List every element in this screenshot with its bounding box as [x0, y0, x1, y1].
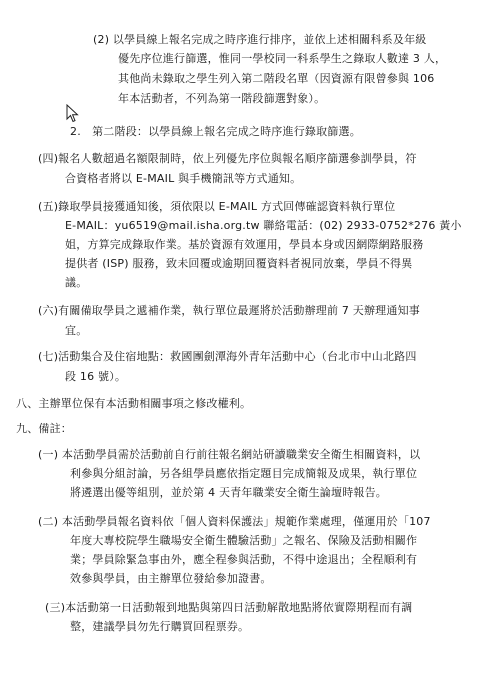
text-line: 效參與學員，由主辦單位發給參加證書。	[70, 572, 272, 585]
text-line: 業；學員除緊急事由外，應全程參與活動，不得中途退出；全程順利有	[70, 553, 418, 566]
text-line: (2) 以學員線上報名完成之時序進行排序，並依上述相關科系及年級	[93, 33, 427, 46]
text-line: (二) 本活動學員報名資料依「個人資料保護法」規範作業處理，僅運用於「107	[38, 515, 431, 528]
text-line: (五)錄取學員接獲通知後，須依限以 E-MAIL 方式回傳確認資料執行單位	[38, 200, 396, 213]
text-line: (四)報名人數超過名額限制時，依上列優先序位與報名順序篩選參訓學員，符	[38, 152, 417, 165]
text-line: 優先序位進行篩選，惟同一學校同一科系學生之錄取人數達 3 人，	[118, 52, 447, 65]
text-line: 整，建議學員勿先行購買回程票券。	[70, 620, 250, 633]
text-line: 宜。	[65, 324, 88, 337]
mouse-cursor-icon	[66, 104, 80, 124]
text-line: 2. 第二階段：以學員線上報名完成之時序進行錄取篩選。	[70, 125, 361, 138]
text-line: 八、主辦單位保有本活動相關事項之修改權利。	[16, 397, 252, 410]
text-line: 姐，方算完成錄取作業。基於資源有效運用，學員本身或因網際網路服務	[65, 238, 424, 251]
text-line: (一) 本活動學員需於活動前自行前往報名網站研讀職業安全衛生相關資料，以	[38, 448, 421, 461]
text-line: 合資格者將以 E-MAIL 與手機簡訊等方式通知。	[65, 172, 302, 185]
text-line: (六)有關備取學員之遞補作業，執行單位最遲將於活動辦理前 7 天辦理通知事	[38, 304, 420, 317]
text-line: 利參與分組討論，另各組學員應依指定題目完成簡報及成果，執行單位	[70, 467, 418, 480]
text-line: 段 16 號）。	[65, 370, 127, 383]
text-line: E-MAIL：yu6519@mail.isha.org.tw 聯絡電話：(02) 2933-0752*276 黃小	[65, 219, 462, 232]
text-line: (三)本活動第一日活動報到地點與第四日活動解散地點將依實際期程而有調	[45, 601, 413, 614]
text-line: 年度大專校院學生職場安全衛生體驗活動」之報名、保險及活動相關作	[70, 534, 418, 547]
text-line: 議。	[65, 276, 88, 289]
text-line: 九、備註：	[16, 422, 72, 435]
text-line: 年本活動者，不列為第一階段篩選對象）。	[118, 92, 326, 105]
text-line: 提供者 (ISP) 服務，致未回覆或逾期回覆資料者視同放棄，學員不得異	[65, 257, 413, 270]
text-line: (七)活動集合及住宿地點：救國團劍潭海外青年活動中心（台北市中山北路四	[38, 350, 417, 363]
text-line: 其他尚未錄取之學生列入第二階段名單（因資源有限曾參與 106	[118, 72, 435, 85]
text-line: 將遴選出優等組別，並於第 4 天青年職業安全衛生論壇時報告。	[70, 486, 387, 499]
